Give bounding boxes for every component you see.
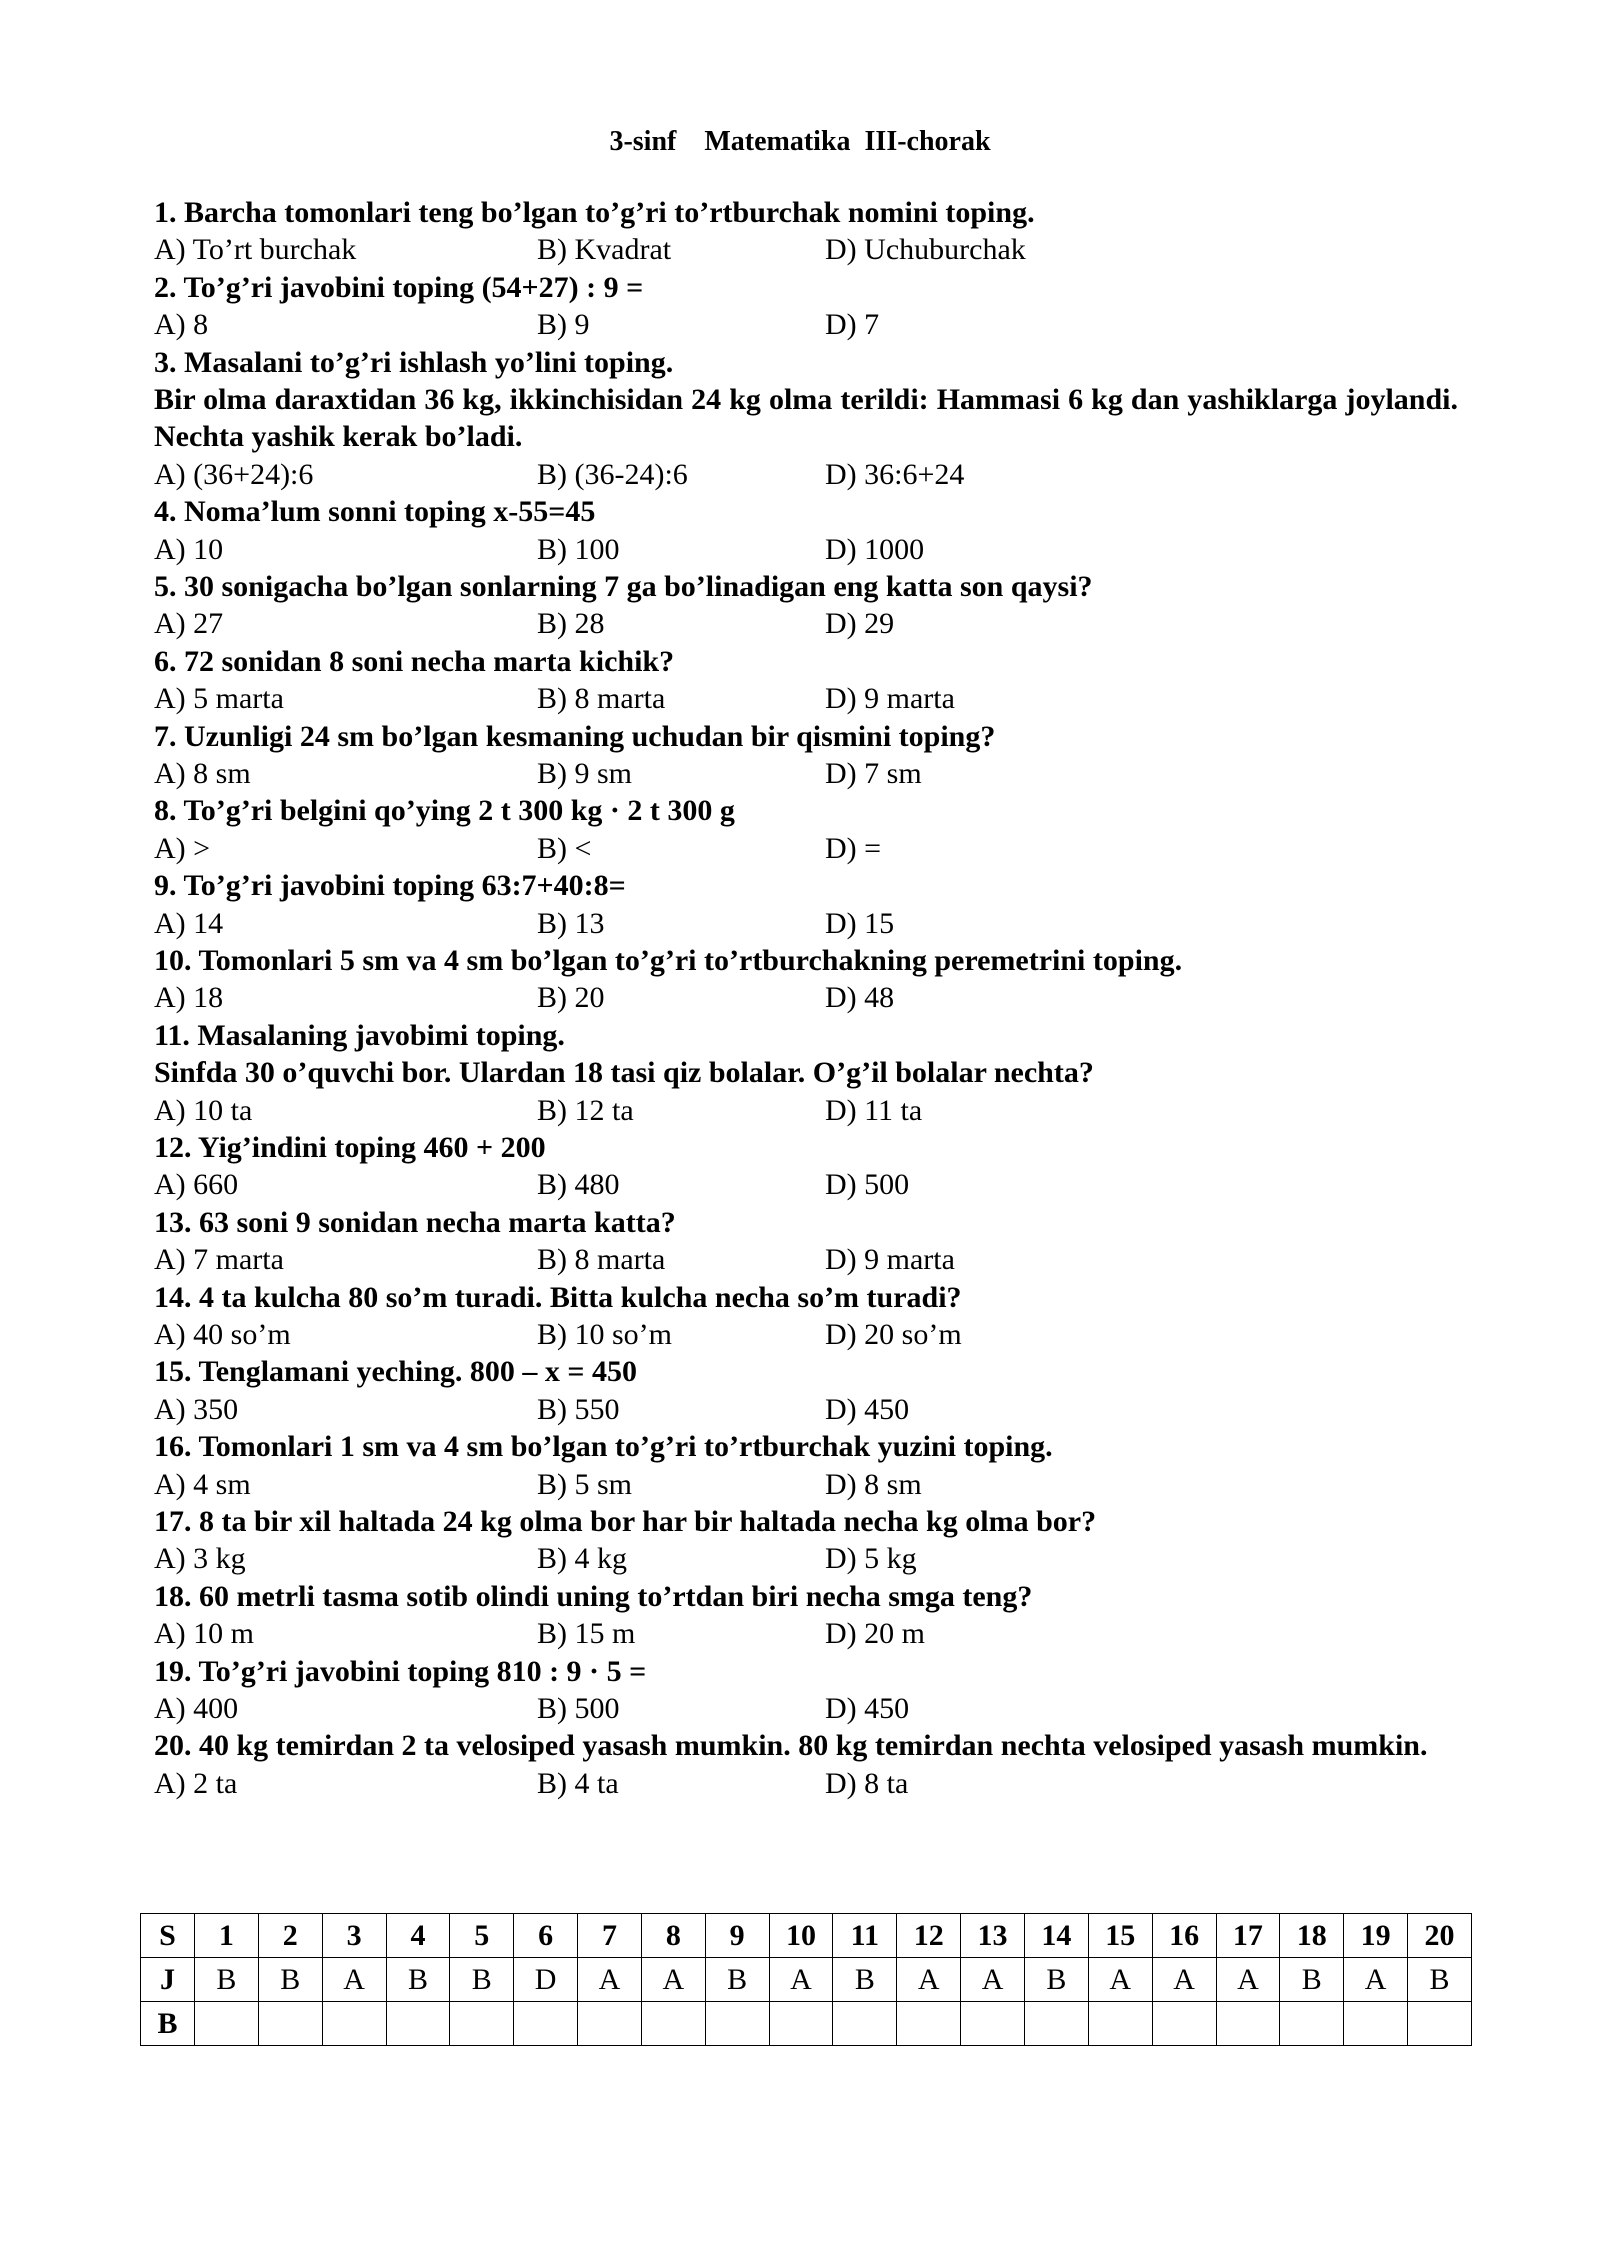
question-item	[154, 1727, 1458, 1802]
answer-table-blank-cell	[195, 2002, 259, 2046]
answer-option: B) 8 marta	[537, 1243, 666, 1277]
answer-table-answer-cell: A	[1344, 1958, 1408, 2002]
question-item	[154, 1503, 1458, 1578]
question-text: 18. 60 metrli tasma sotib olindi uning to’rtdan biri necha smga teng?	[154, 1579, 1033, 1613]
answer-table-answer-cell: B	[1280, 1958, 1344, 2002]
answer-options	[154, 1166, 1458, 1203]
answer-table-row-label: J	[141, 1958, 195, 2002]
question-text: 9. To’g’ri javobini toping 63:7+40:8=	[154, 869, 626, 903]
answer-table-answer-cell: A	[961, 1958, 1025, 2002]
answer-option: B) 4 kg	[537, 1542, 627, 1576]
answer-option: B) 100	[537, 532, 620, 566]
question-text: 11. Masalaning javobimi toping.	[154, 1018, 565, 1052]
answer-option: A) >	[154, 831, 211, 865]
question-item	[154, 1017, 1458, 1129]
answer-option: A) 8 sm	[154, 757, 251, 790]
question-item	[154, 1578, 1458, 1653]
answer-table-answer-cell: B	[1408, 1958, 1472, 2002]
question-subtext: Sinfda 30 o’quvchi bor. Ulardan 18 tasi qiz bolalar. O’g’il bolalar nechta?	[154, 1056, 1094, 1090]
answer-table-number-cell: 6	[514, 1914, 578, 1958]
question-item	[154, 1653, 1458, 1728]
answer-table-blank-cell	[1152, 2002, 1216, 2046]
answer-option: B) 20	[537, 981, 605, 1015]
answer-option: A) 660	[154, 1168, 239, 1202]
question-item	[154, 792, 1458, 867]
question-text: 1. Barcha tomonlari teng bo’lgan to’g’ri to’rtburchak nomini toping.	[154, 196, 1035, 229]
question-text: 2. To’g’ri javobini toping (54+27) : 9 =	[154, 270, 644, 304]
answer-table-number-cell: 15	[1088, 1914, 1152, 1958]
answer-table-blank-cell	[897, 2002, 961, 2046]
question-text: 8. To’g’ri belgini qo’ying 2 t 300 kg · 2 t 300 g	[154, 794, 735, 828]
answer-option: A) 27	[154, 607, 224, 641]
question-item	[154, 1353, 1458, 1428]
answer-table-number-cell: 19	[1344, 1914, 1408, 1958]
answer-options	[154, 456, 1458, 493]
answer-options	[154, 605, 1458, 642]
question-text: 6. 72 sonidan 8 soni necha marta kichik?	[154, 644, 675, 678]
answer-option: A) 18	[154, 981, 224, 1015]
question-item	[154, 942, 1458, 1017]
answer-option: B) 500	[537, 1691, 620, 1725]
answer-options	[154, 306, 1458, 343]
answer-table-blank-cell	[514, 2002, 578, 2046]
question-item	[154, 643, 1458, 718]
answer-option: B) 480	[537, 1168, 620, 1202]
answer-table-number-cell: 8	[641, 1914, 705, 1958]
question-list	[154, 194, 1458, 1802]
question-text: 16. Tomonlari 1 sm va 4 sm bo’lgan to’g’ri to’rtburchak yuzini toping.	[154, 1430, 1053, 1464]
answer-table-blank-cell	[1216, 2002, 1280, 2046]
answer-table-blank-cell	[386, 2002, 450, 2046]
question-item	[154, 1428, 1458, 1503]
answer-table-answer-cell: A	[641, 1958, 705, 2002]
answer-option: D) 500	[825, 1168, 910, 1202]
answer-option: B) 12 ta	[537, 1093, 634, 1127]
question-item	[154, 568, 1458, 643]
page-title: 3-sinf Matematika III-chorak	[609, 126, 991, 157]
answer-table-number-cell: 17	[1216, 1914, 1280, 1958]
answer-option: A) To’rt burchak	[154, 233, 357, 267]
answer-option: A) 10 ta	[154, 1093, 253, 1127]
answer-options	[154, 1391, 1458, 1428]
answer-option: D) 8 sm	[825, 1467, 922, 1501]
answer-option: D) Uchuburchak	[825, 233, 1026, 267]
answer-option: D) 1000	[825, 532, 925, 566]
answer-table-blank-cell	[705, 2002, 769, 2046]
answer-table-answer-cell: A	[897, 1958, 961, 2002]
answer-table-answer-cell: A	[322, 1958, 386, 2002]
answer-option: D) 8 ta	[825, 1766, 909, 1800]
question-text: 15. Tenglamani yeching. 800 – x = 450	[154, 1355, 637, 1389]
answer-table-number-cell: 20	[1408, 1914, 1472, 1958]
answer-options	[154, 830, 1458, 867]
answer-table-blank-cell	[961, 2002, 1025, 2046]
answer-option: B) 15 m	[537, 1617, 636, 1651]
answer-table-number-cell: 16	[1152, 1914, 1216, 1958]
answer-option: D) 20 m	[825, 1617, 925, 1651]
answer-options	[154, 1466, 1458, 1503]
answer-table-blank-cell	[1280, 2002, 1344, 2046]
answer-table-number-cell: 1	[195, 1914, 259, 1958]
question-text: 7. Uzunligi 24 sm bo’lgan kesmaning uchudan bir qismini toping?	[154, 719, 996, 753]
question-text: 12. Yig’indini toping 460 + 200	[154, 1130, 546, 1164]
answer-options	[154, 1690, 1458, 1727]
answer-option: D) 15	[825, 906, 895, 940]
answer-option: B) 9 sm	[537, 757, 633, 790]
answer-option: B) 5 sm	[537, 1467, 633, 1501]
answer-option: A) 350	[154, 1392, 239, 1426]
answer-table-answer-cell: B	[195, 1958, 259, 2002]
answer-table-blank-cell	[1344, 2002, 1408, 2046]
answer-table-answer-cell: B	[258, 1958, 322, 2002]
question-item	[154, 1279, 1458, 1354]
answer-option: A) 2 ta	[154, 1766, 238, 1800]
answer-option: D) 20 so’m	[825, 1317, 962, 1351]
answer-table-answer-cell: B	[833, 1958, 897, 2002]
answer-option: A) 7 marta	[154, 1243, 284, 1277]
question-item	[154, 269, 1458, 344]
answer-options	[154, 1540, 1458, 1577]
answer-option: A) 10 m	[154, 1617, 254, 1651]
answer-table-number-cell: 11	[833, 1914, 897, 1958]
answer-options	[154, 1241, 1458, 1278]
question-item	[154, 1204, 1458, 1279]
answer-table-answer-cell: A	[1152, 1958, 1216, 2002]
answer-table-row-label: S	[141, 1914, 195, 1958]
answer-option: B) <	[537, 831, 592, 865]
answer-option: A) (36+24):6	[154, 457, 314, 491]
answer-table-answer-cell: D	[514, 1958, 578, 2002]
answer-table-row-answers	[141, 1958, 1472, 2002]
answer-options	[154, 1615, 1458, 1652]
answer-table-number-cell: 10	[769, 1914, 833, 1958]
answer-option: D) 450	[825, 1691, 910, 1725]
answer-table-number-cell: 7	[578, 1914, 642, 1958]
answer-option: A) 4 sm	[154, 1467, 251, 1501]
answer-table-row-label: B	[141, 2002, 195, 2046]
question-text: 17. 8 ta bir xil haltada 24 kg olma bor har bir haltada necha kg olma bor?	[154, 1504, 1097, 1538]
question-text: 14. 4 ta kulcha 80 so’m turadi. Bitta kulcha necha so’m turadi?	[154, 1280, 962, 1314]
answer-option: B) 10 so’m	[537, 1317, 672, 1351]
answer-table-answer-cell: B	[1024, 1958, 1088, 2002]
answer-options	[154, 755, 1458, 792]
question-text: 3. Masalani to’g’ri ishlash yo’lini toping.	[154, 345, 674, 379]
question-item	[154, 867, 1458, 942]
answer-option: D) 9 marta	[825, 682, 955, 716]
answer-options	[154, 1765, 1458, 1802]
answer-options	[154, 231, 1458, 268]
question-item	[154, 493, 1458, 568]
answer-table-number-cell: 4	[386, 1914, 450, 1958]
answer-table-number-cell: 18	[1280, 1914, 1344, 1958]
answer-option: B) 9	[537, 308, 590, 342]
answer-options	[154, 1092, 1458, 1129]
answer-option: D) 9 marta	[825, 1243, 955, 1277]
answer-options	[154, 979, 1458, 1016]
question-text: 20. 40 kg temirdan 2 ta velosiped yasash mumkin. 80 kg temirdan nechta velosiped yasash mumkin.	[154, 1729, 1428, 1763]
answer-option: A) 8	[154, 308, 209, 342]
answer-option: D) =	[825, 831, 882, 865]
answer-option: A) 10	[154, 532, 224, 566]
question-item	[154, 344, 1458, 494]
answer-table-blank-cell	[641, 2002, 705, 2046]
answer-option: D) 36:6+24	[825, 457, 965, 491]
question-text: 5. 30 sonigacha bo’lgan sonlarning 7 ga bo’linadigan eng katta son qaysi?	[154, 570, 1093, 603]
question-text: 13. 63 soni 9 sonidan necha marta katta?	[154, 1205, 676, 1239]
answer-options	[154, 1316, 1458, 1353]
answer-table-answer-cell: B	[705, 1958, 769, 2002]
question-subtext: Bir olma daraxtidan 36 kg, ikkinchisidan 24 kg olma terildi: Hammasi 6 kg dan yashiklarga joylandi. Nechta yashik kerak bo’ladi.	[154, 383, 1458, 454]
answer-option: D) 7 sm	[825, 757, 922, 790]
answer-table-number-cell: 9	[705, 1914, 769, 1958]
answer-option: B) Kvadrat	[537, 233, 672, 267]
answer-option: D) 450	[825, 1392, 910, 1426]
answer-option: B) 4 ta	[537, 1766, 619, 1800]
answer-options	[154, 531, 1458, 568]
answer-option: B) 13	[537, 906, 605, 940]
answer-options	[154, 680, 1458, 717]
answer-table-row-blank	[141, 2002, 1472, 2046]
answer-table-blank-cell	[1088, 2002, 1152, 2046]
answer-table-blank-cell	[258, 2002, 322, 2046]
answer-option: A) 5 marta	[154, 682, 284, 716]
answer-option: D) 7	[825, 308, 880, 342]
answer-option: D) 48	[825, 981, 895, 1015]
answer-table-blank-cell	[769, 2002, 833, 2046]
question-item	[154, 194, 1458, 269]
answer-table-number-cell: 3	[322, 1914, 386, 1958]
answer-table-number-cell: 12	[897, 1914, 961, 1958]
answer-table-number-cell: 14	[1024, 1914, 1088, 1958]
question-text: 4. Noma’lum sonni toping x-55=45	[154, 495, 596, 529]
question-item	[154, 1129, 1458, 1204]
answer-table-row-numbers	[141, 1914, 1472, 1958]
answer-option: B) (36-24):6	[537, 457, 688, 491]
answer-table-answer-cell: A	[1216, 1958, 1280, 2002]
answer-table	[140, 1913, 1472, 2046]
answer-option: A) 40 so’m	[154, 1317, 291, 1351]
answer-option: A) 3 kg	[154, 1542, 246, 1576]
answer-table-blank-cell	[1408, 2002, 1472, 2046]
answer-option: B) 28	[537, 607, 605, 641]
question-text: 10. Tomonlari 5 sm va 4 sm bo’lgan to’g’ri to’rtburchakning peremetrini toping.	[154, 943, 1183, 977]
answer-option: A) 400	[154, 1691, 239, 1725]
answer-table-blank-cell	[322, 2002, 386, 2046]
answer-option: B) 550	[537, 1392, 620, 1426]
answer-table-blank-cell	[1024, 2002, 1088, 2046]
answer-table-answer-cell: B	[386, 1958, 450, 2002]
answer-options	[154, 905, 1458, 942]
answer-table-answer-cell: A	[769, 1958, 833, 2002]
answer-table-number-cell: 5	[450, 1914, 514, 1958]
answer-table-blank-cell	[450, 2002, 514, 2046]
answer-option: B) 8 marta	[537, 682, 666, 716]
answer-option: D) 29	[825, 607, 895, 641]
answer-option: D) 11 ta	[825, 1093, 923, 1127]
question-text: 19. To’g’ri javobini toping 810 : 9 · 5 =	[154, 1654, 647, 1688]
answer-table-answer-cell: B	[450, 1958, 514, 2002]
question-item	[154, 718, 1458, 793]
answer-table-answer-cell: A	[578, 1958, 642, 2002]
answer-table-answer-cell: A	[1088, 1958, 1152, 2002]
answer-table-blank-cell	[833, 2002, 897, 2046]
answer-option: D) 5 kg	[825, 1542, 917, 1576]
answer-table-number-cell: 13	[961, 1914, 1025, 1958]
answer-table-blank-cell	[578, 2002, 642, 2046]
answer-table-number-cell: 2	[258, 1914, 322, 1958]
answer-option: A) 14	[154, 906, 224, 940]
